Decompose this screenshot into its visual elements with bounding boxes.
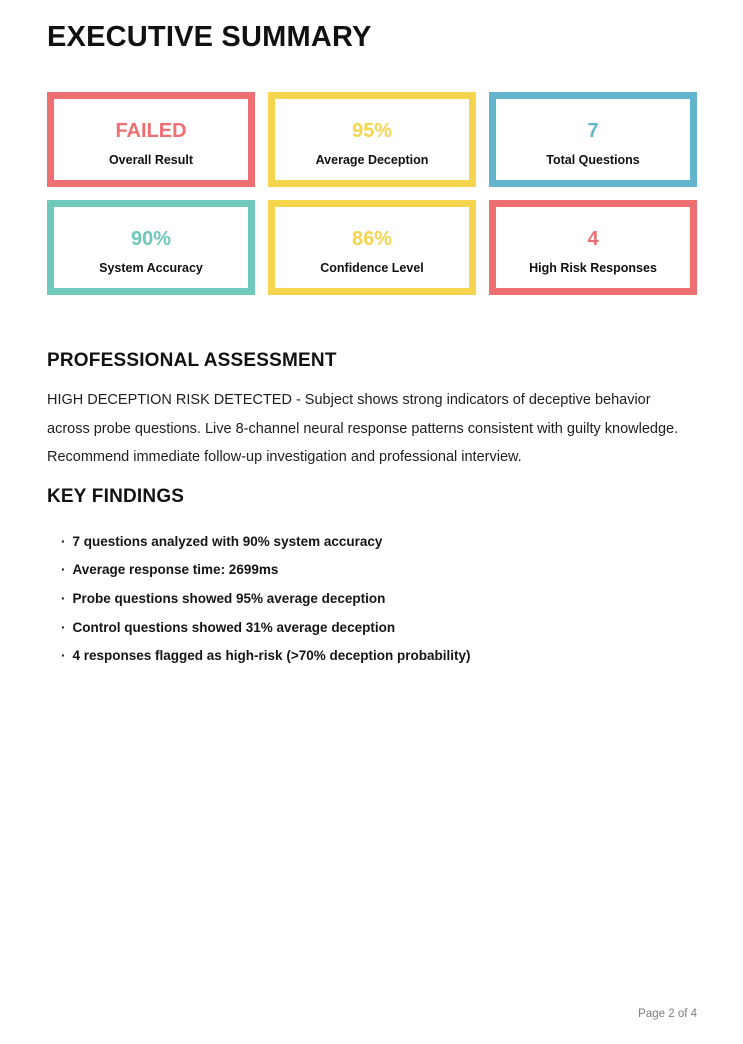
bullet-dot: · bbox=[61, 590, 66, 606]
stat-value-system-accuracy: 90% bbox=[130, 228, 172, 251]
stat-label-confidence-level: Confidence Level bbox=[320, 261, 424, 276]
stat-card-confidence-level bbox=[268, 200, 476, 295]
bullet-dot: · bbox=[61, 533, 66, 549]
bullet-dot: · bbox=[61, 562, 66, 578]
stat-value-overall-result: FAILED bbox=[115, 120, 187, 143]
bullet-dot: · bbox=[61, 648, 66, 664]
finding-text: Probe questions showed 95% average deception bbox=[72, 590, 386, 606]
finding-item bbox=[47, 556, 697, 585]
finding-text: 4 responses flagged as high-risk (>70% deception probability) bbox=[72, 648, 471, 664]
stat-label-system-accuracy: System Accuracy bbox=[99, 261, 203, 276]
finding-text: Control questions showed 31% average deception bbox=[72, 619, 396, 635]
stat-label-high-risk-responses: High Risk Responses bbox=[529, 261, 657, 276]
stat-value-high-risk-responses: 4 bbox=[587, 228, 599, 251]
finding-text: 7 questions analyzed with 90% system accuracy bbox=[72, 533, 383, 549]
stat-label-overall-result: Overall Result bbox=[108, 153, 194, 168]
stat-value-confidence-level: 86% bbox=[351, 228, 393, 251]
stat-card-system-accuracy bbox=[47, 200, 255, 295]
stat-card-overall-result bbox=[47, 92, 255, 187]
stat-value-total-questions: 7 bbox=[587, 120, 599, 143]
stat-card-high-risk-responses bbox=[489, 200, 697, 295]
bullet-dot: · bbox=[61, 619, 66, 635]
assessment-body: HIGH DECEPTION RISK DETECTED - Subject shows strong indicators of deceptive behavior across probe questions. Live 8-channel neural response patterns consistent with guilty knowledge. Recommend immediate follow-up investigation and professional interview. bbox=[47, 392, 679, 465]
assessment-heading: PROFESSIONAL ASSESSMENT bbox=[47, 350, 337, 371]
page-title: EXECUTIVE SUMMARY bbox=[47, 21, 372, 53]
finding-item bbox=[47, 642, 697, 671]
key-findings-list bbox=[47, 528, 697, 672]
page-number: Page 2 of 4 bbox=[638, 1008, 697, 1020]
summary-stat-cards bbox=[47, 92, 697, 295]
stat-label-total-questions: Total Questions bbox=[546, 153, 640, 168]
finding-text: Average response time: 2699ms bbox=[72, 562, 279, 578]
stat-label-average-deception: Average Deception bbox=[315, 153, 429, 168]
finding-item bbox=[47, 614, 697, 643]
finding-item bbox=[47, 585, 697, 614]
stat-value-average-deception: 95% bbox=[351, 120, 393, 143]
stat-card-total-questions bbox=[489, 92, 697, 187]
stat-card-average-deception bbox=[268, 92, 476, 187]
key-findings-heading: KEY FINDINGS bbox=[47, 485, 185, 507]
finding-item bbox=[47, 528, 697, 557]
